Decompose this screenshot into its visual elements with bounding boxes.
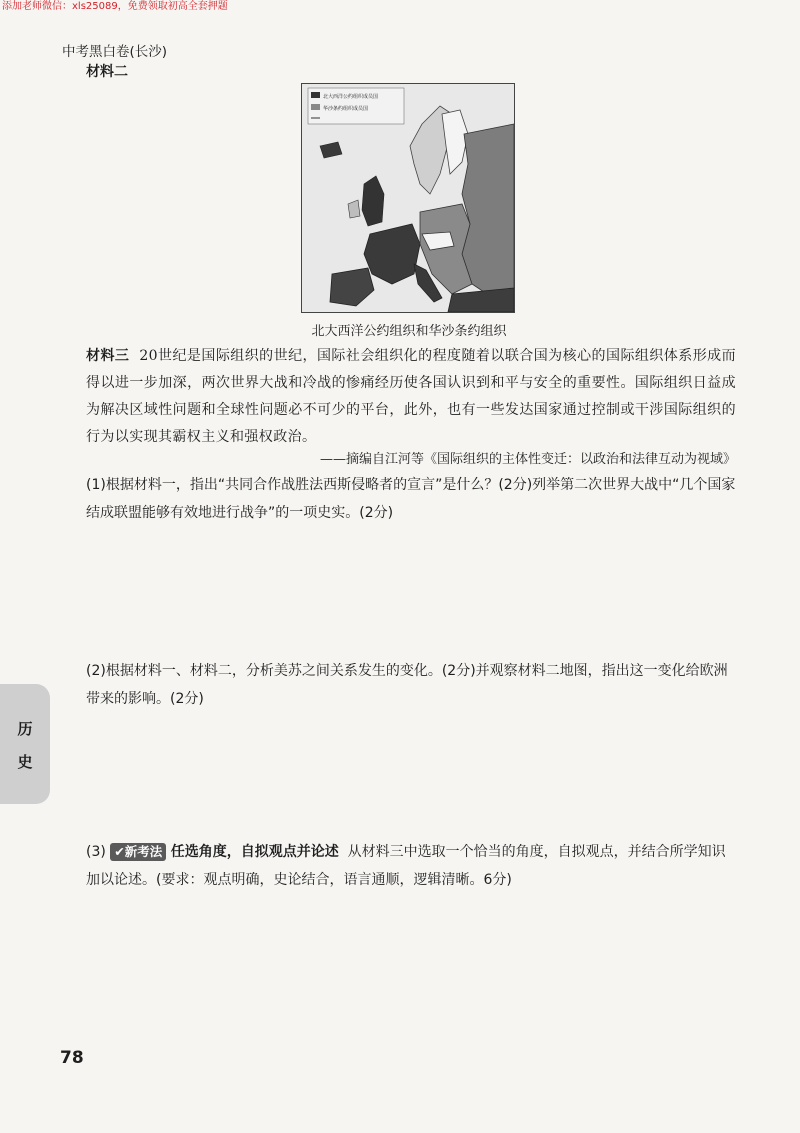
side-tab-char-2: 史: [17, 753, 33, 771]
material-3-source: ——摘编自江河等《国际组织的主体性变迁：以政治和法律互动为视域》: [319, 452, 736, 467]
question-2: (2)根据材料一、材料二，分析美苏之间关系发生的变化。(2分)并观察材料二地图，指出这一变化给欧洲带来的影响。(2分): [86, 663, 728, 707]
question-3-text: 从材料三中选取一个恰当的角度，自拟观点，并结合所学知识加以论述。(要求：观点明确，史论结合，语言通顺，逻辑清晰。6分): [86, 844, 726, 888]
question-3-number: (3): [86, 844, 106, 860]
map-caption: 北大西洋公约组织和华沙条约组织: [311, 324, 507, 339]
europe-alliance-map: [301, 83, 515, 313]
running-header: 中考黑白卷(长沙): [62, 44, 168, 60]
question-1: (1)根据材料一，指出“共同合作战胜法西斯侵略者的宣言”是什么？(2分)列举第二次世界大战中“几个国家结成联盟能够有效地进行战争”的一项史实。(2分): [86, 477, 736, 521]
material-3-text: 20世纪是国际组织的世纪，国际社会组织化的程度随着以联合国为核心的国际组织体系形成而得以进一步加深，两次世界大战和冷战的惨痛经历使各国认识到和平与安全的重要性。国际组织日益成为解决区域性问题和全球性问题必不可少的平台，此外，也有一些发达国家通过控制或干涉国际组织的行为以实现其霸权主义和强权政治。: [86, 348, 736, 445]
question-3: [86, 838, 736, 894]
badge-check-icon: ✔: [114, 844, 125, 859]
watermark: 添加老师微信：xls25089，免费领取初高全套押题: [2, 1, 228, 12]
subject-side-tab: [0, 684, 50, 804]
material-3-label: 材料三: [86, 348, 130, 364]
material-2-label: 材料二: [86, 64, 128, 80]
page-number: 78: [60, 1048, 84, 1068]
new-method-badge: [110, 843, 166, 861]
question-3-title: 任选角度，自拟观点并论述: [170, 844, 339, 860]
new-method-badge-label: 新考法: [124, 844, 163, 859]
side-tab-char-1: 历: [17, 720, 33, 738]
material-3: [86, 343, 736, 451]
map-legend-2: 华沙条约组织成员国: [323, 106, 369, 112]
map-legend-1: 北大西洋公约组织成员国: [323, 94, 379, 100]
map-image: [302, 84, 514, 312]
